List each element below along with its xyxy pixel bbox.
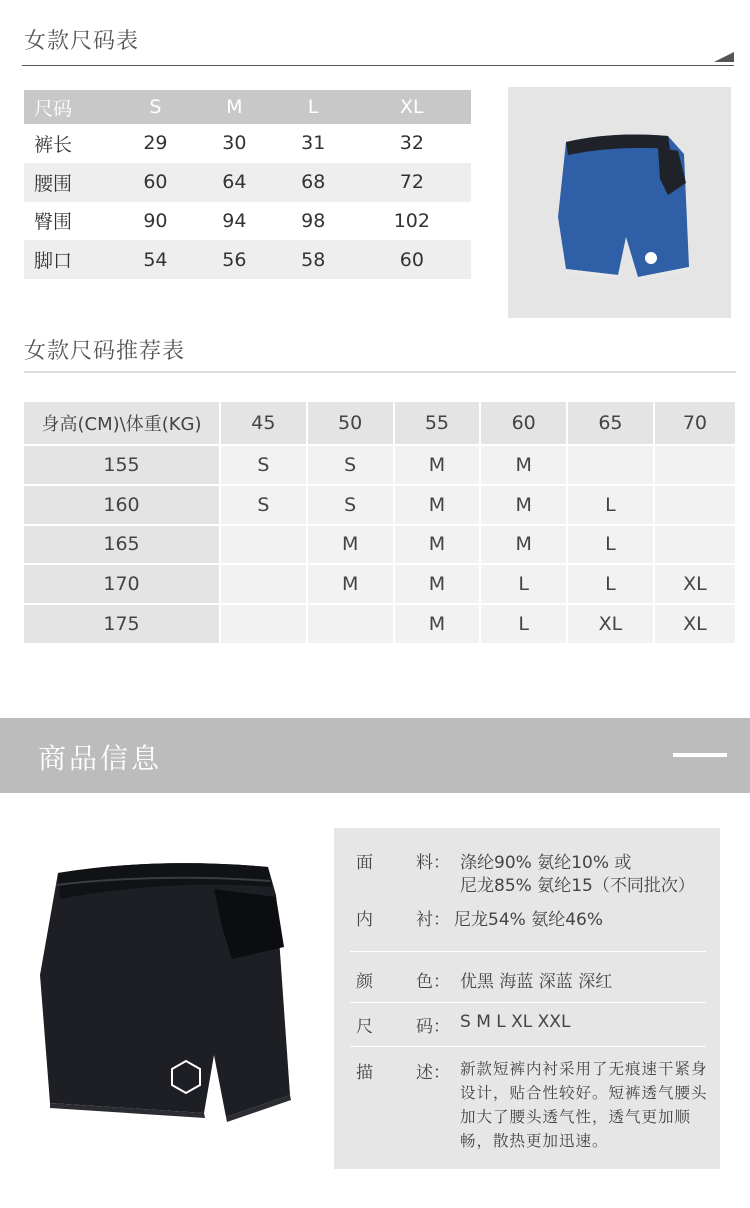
corner-label: 身高(CM)\体重(KG) (24, 402, 221, 446)
size-table-row (24, 202, 471, 241)
size-cell: XL (655, 565, 735, 605)
fabric-value-line-1: 涤纶90% 氨纶10% 或 (460, 853, 632, 873)
table-cell: 31 (301, 132, 326, 155)
divider (350, 1002, 706, 1003)
size-cell (221, 605, 308, 645)
size-cell: XL (568, 605, 655, 645)
size-table-row (24, 163, 471, 202)
size-cell: M (308, 526, 395, 566)
divider (350, 951, 706, 952)
height-label: 155 (24, 446, 221, 486)
lining-label-suffix: 衬： (416, 910, 450, 930)
table-cell: 30 (222, 132, 247, 155)
recommend-table (24, 402, 735, 645)
size-table (24, 90, 471, 279)
height-label: 160 (24, 486, 221, 526)
size-cell: M (395, 565, 482, 605)
fabric-label: 面 (356, 853, 373, 873)
size-cell: L (568, 526, 655, 566)
size-label-suffix: 码： (416, 1017, 450, 1037)
size-cell: S (221, 486, 308, 526)
size-cell (655, 486, 735, 526)
size-cell: M (308, 565, 395, 605)
table-cell: 102 (393, 209, 430, 232)
table-cell: 98 (301, 209, 326, 232)
size-chart-title: 女款尺码表 (24, 29, 140, 54)
row-label: 腰围 (24, 163, 116, 202)
weight-header: 70 (655, 402, 735, 446)
black-shorts-image (36, 855, 298, 1135)
size-cell (221, 526, 308, 566)
table-cell: 29 (143, 132, 168, 155)
fabric-value-line-2: 尼龙85% 氨纶15（不同批次） (460, 876, 695, 896)
title-divider (24, 371, 736, 373)
size-cell: S (221, 446, 308, 486)
description-value: 新款短裤内衬采用了无痕速干紧身设计，贴合性较好。短裤透气腰头加大了腰头透气性，透气更加顺畅，散热更加迅速。 (460, 1060, 708, 1150)
size-cell: M (395, 446, 482, 486)
recommend-table-header (24, 402, 735, 446)
product-info-panel (334, 828, 720, 1169)
title-divider (22, 65, 734, 66)
size-table-header-cell: M (195, 90, 274, 124)
size-cell: L (568, 486, 655, 526)
table-cell: 58 (274, 240, 353, 279)
color-label-suffix: 色： (416, 972, 450, 992)
size-label: 尺 (356, 1017, 373, 1037)
height-label: 165 (24, 526, 221, 566)
row-label: 脚口 (24, 240, 116, 279)
table-cell: 32 (399, 132, 424, 155)
blue-shorts-photo (508, 87, 731, 318)
size-cell: M (395, 486, 482, 526)
weight-header: 60 (481, 402, 568, 446)
row-label: 臀围 (34, 211, 73, 234)
size-cell: S (308, 446, 395, 486)
table-cell: 72 (353, 163, 471, 202)
recommend-table-row (24, 565, 735, 605)
size-cell: M (481, 486, 568, 526)
height-label: 170 (24, 565, 221, 605)
weight-header: 65 (568, 402, 655, 446)
size-cell: L (481, 605, 568, 645)
size-cell (568, 446, 655, 486)
size-cell (655, 526, 735, 566)
fabric-label-suffix: 料： (416, 853, 450, 873)
recommend-table-row (24, 446, 735, 486)
corner-triangle-icon (714, 52, 734, 62)
size-table-header-cell: S (116, 90, 195, 124)
lining-label: 内 (356, 910, 373, 930)
row-label: 裤长 (34, 133, 73, 156)
size-table-row (24, 124, 471, 163)
size-cell: M (395, 605, 482, 645)
weight-header: 50 (308, 402, 395, 446)
recommend-chart-title: 女款尺码推荐表 (24, 339, 186, 364)
size-table-row (24, 240, 471, 279)
size-cell (655, 446, 735, 486)
table-cell: 68 (274, 163, 353, 202)
size-cell: M (481, 446, 568, 486)
product-info-banner (0, 718, 750, 793)
height-label: 175 (24, 605, 221, 645)
description-label-suffix: 述： (416, 1063, 450, 1083)
size-table-header (24, 90, 471, 124)
table-cell: 60 (353, 240, 471, 279)
recommend-table-row (24, 486, 735, 526)
banner-title: 商品信息 (38, 742, 163, 775)
blue-shorts-image (508, 87, 731, 318)
table-cell: 90 (143, 209, 168, 232)
size-cell: L (481, 565, 568, 605)
table-cell: 64 (195, 163, 274, 202)
size-cell (221, 565, 308, 605)
table-cell: 60 (116, 163, 195, 202)
color-label: 颜 (356, 972, 373, 992)
size-cell: M (395, 526, 482, 566)
recommend-table-row (24, 605, 735, 645)
size-cell: M (481, 526, 568, 566)
weight-header: 55 (395, 402, 482, 446)
recommend-table-row (24, 526, 735, 566)
divider (350, 1046, 706, 1047)
black-shorts-photo (36, 855, 298, 1135)
weight-header: 45 (221, 402, 308, 446)
banner-dash (673, 753, 727, 757)
size-cell: L (568, 565, 655, 605)
size-table-header-cell: L (274, 90, 353, 124)
color-value: 优黑 海蓝 深蓝 深红 (460, 972, 613, 992)
description-label: 描 (356, 1063, 373, 1083)
size-cell (308, 605, 395, 645)
table-cell: 54 (116, 240, 195, 279)
size-cell: S (308, 486, 395, 526)
table-cell: 56 (195, 240, 274, 279)
size-table-header-cell: 尺码 (24, 90, 116, 124)
size-cell: XL (655, 605, 735, 645)
size-value: S M L XL XXL (460, 1012, 571, 1032)
size-table-header-cell: XL (353, 90, 471, 124)
table-cell: 94 (222, 209, 247, 232)
lining-value: 尼龙54% 氨纶46% (454, 910, 603, 930)
